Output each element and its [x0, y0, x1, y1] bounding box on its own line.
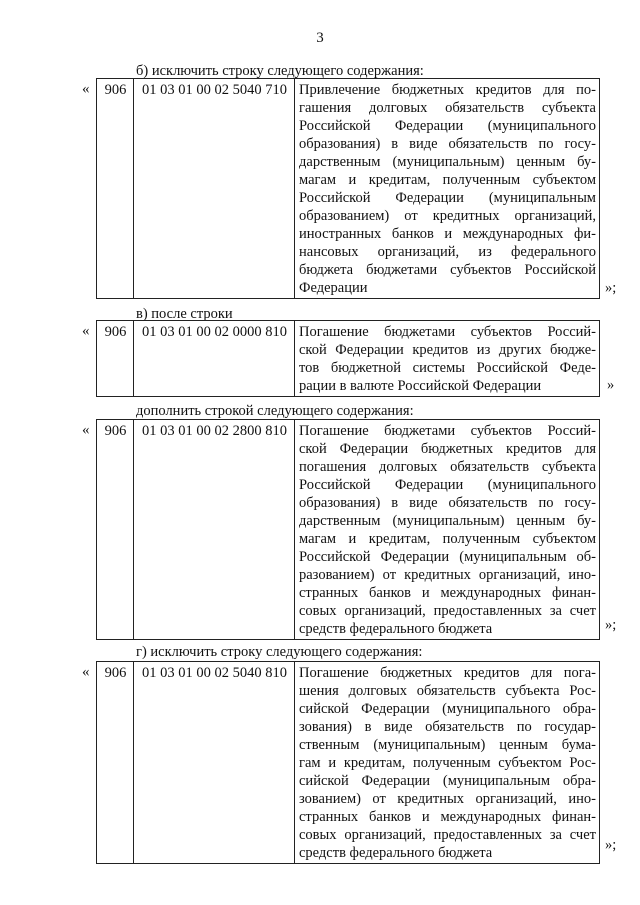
description-line: шения долговых обязательств субъекта Рос-	[299, 683, 596, 699]
description-line: Российской Федерации (муниципальным	[299, 190, 596, 206]
description-cell	[295, 321, 600, 397]
description-line: сийской Федерации (муниципальным обра-	[299, 773, 596, 789]
description-line: Российской Федерации (муниципального	[299, 118, 596, 134]
description-line: зования) в виде обязательств по государ-	[299, 719, 596, 735]
table-row	[97, 321, 600, 397]
section-v-close-mark: »	[607, 377, 615, 393]
section-v-table	[96, 320, 600, 397]
table-row	[97, 420, 600, 640]
description-line: нансовых организаций, из федерального	[299, 244, 596, 260]
description-line: странных банков и международных финан-	[299, 809, 596, 825]
section-add-table	[96, 419, 600, 640]
description-line: совых организаций, предоставленных за счет	[299, 827, 596, 843]
description-line: Российской Федерации (муниципального	[299, 477, 596, 493]
section-g-table	[96, 661, 600, 864]
description-line: бюджета бюджетами субъектов Российской	[299, 262, 596, 278]
description-line: странных банков и международных финан-	[299, 585, 596, 601]
description-line: совых организаций, предоставленных за счет	[299, 603, 596, 619]
section-b-table	[96, 78, 600, 299]
description-line: Погашение бюджетами субъектов Россий-	[299, 324, 596, 340]
description-line: Погашение бюджетных кредитов для пога-	[299, 665, 596, 681]
description-line: дарственным (муниципальным) ценным бу-	[299, 513, 596, 529]
description-line: образования) в виде обязательств по госу-	[299, 136, 596, 152]
description-line: погашения долговых обязательств субъекта	[299, 459, 596, 475]
section-add-intro: дополнить строкой следующего содержания:	[136, 403, 414, 419]
description-line: Федерации	[299, 280, 368, 296]
description-cell	[295, 420, 600, 640]
admin-code-cell: 906	[97, 420, 134, 640]
description-line: тов бюджетной системы Российской Феде-	[299, 360, 596, 376]
section-b-open-quote: «	[82, 81, 90, 97]
description-line: средств федерального бюджета	[299, 621, 493, 637]
section-g-close-mark: »;	[605, 837, 617, 853]
section-b-intro: б) исключить строку следующего содержания:	[136, 63, 424, 79]
description-line: гам и кредитам, полученным субъектом Рос-	[299, 755, 596, 771]
kbk-code-cell: 01 03 01 00 02 5040 810	[134, 662, 295, 864]
description-cell	[295, 662, 600, 864]
page-number: 3	[316, 30, 324, 46]
description-line: ской Федерации кредитов из других бюдже-	[299, 342, 596, 358]
admin-code-cell: 906	[97, 79, 134, 299]
kbk-code-cell: 01 03 01 00 02 2800 810	[134, 420, 295, 640]
description-line: разованием) от кредитных организаций, ино-	[299, 567, 596, 583]
admin-code-cell: 906	[97, 321, 134, 397]
description-line: образованием) от кредитных организаций,	[299, 208, 596, 224]
description-line: средств федерального бюджета	[299, 845, 493, 861]
section-g-open-quote: «	[82, 664, 90, 680]
description-line: Российской Федерации (муниципальным об-	[299, 549, 596, 565]
description-line: сийской Федерации (муниципального обра-	[299, 701, 596, 717]
table-row	[97, 79, 600, 299]
description-line: гашения долговых обязательств субъекта	[299, 100, 596, 116]
description-line: магам и кредитам, полученным субъектом	[299, 531, 596, 547]
section-v-open-quote: «	[82, 323, 90, 339]
description-cell	[295, 79, 600, 299]
section-v-intro: в) после строки	[136, 306, 233, 322]
description-line: ской Федерации бюджетных кредитов для	[299, 441, 596, 457]
description-line: рации в валюте Российской Федерации	[299, 378, 542, 394]
admin-code-cell: 906	[97, 662, 134, 864]
table-row	[97, 662, 600, 864]
description-line: ственным (муниципальным) ценным бума-	[299, 737, 596, 753]
description-line: Привлечение бюджетных кредитов для по-	[299, 82, 596, 98]
description-line: иностранных банков и международных фи-	[299, 226, 596, 242]
section-add-open-quote: «	[82, 422, 90, 438]
section-g-intro: г) исключить строку следующего содержания:	[136, 644, 423, 660]
description-line: Погашение бюджетами субъектов Россий-	[299, 423, 596, 439]
section-add-close-mark: »;	[605, 617, 617, 633]
kbk-code-cell: 01 03 01 00 02 0000 810	[134, 321, 295, 397]
description-line: образования) в виде обязательств по госу-	[299, 495, 596, 511]
description-line: зованием) от кредитных организаций, ино-	[299, 791, 596, 807]
description-line: магам и кредитам, полученным субъектом	[299, 172, 596, 188]
description-line: дарственным (муниципальным) ценным бу-	[299, 154, 596, 170]
section-b-close-mark: »;	[605, 280, 617, 296]
kbk-code-cell: 01 03 01 00 02 5040 710	[134, 79, 295, 299]
